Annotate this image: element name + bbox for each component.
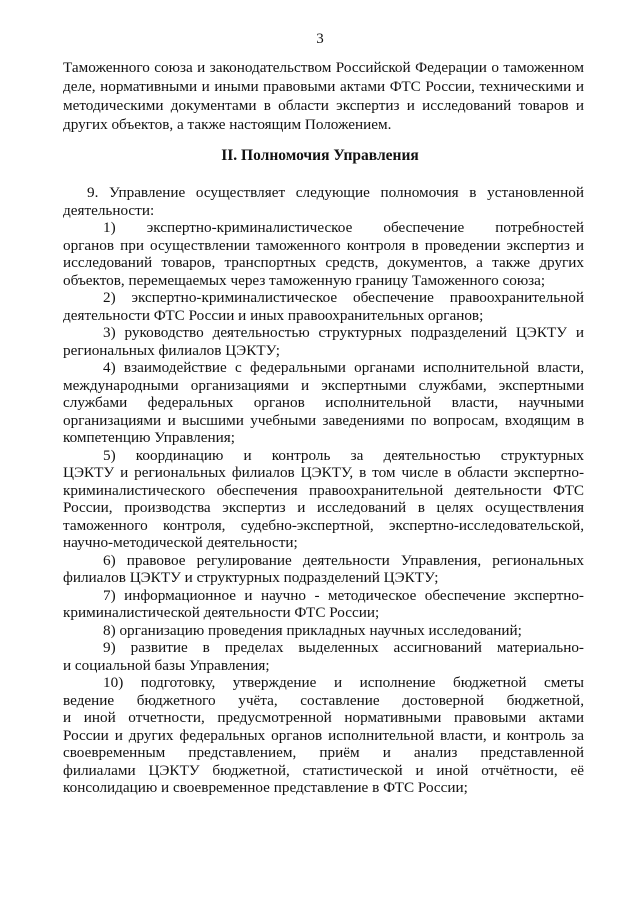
list-item (63, 184, 584, 219)
text-line: криминалистической деятельности ФТС России; (63, 604, 380, 621)
text-line: деле, нормативными и иными правовыми актами ФТС России, техническими и (63, 78, 584, 95)
text-line: исследований товаров, транспортных средств, документов, а также других (63, 254, 584, 271)
list-item (63, 219, 584, 289)
list-item (63, 552, 584, 587)
list-item (63, 639, 584, 674)
text-line: службами федеральных органов исполнительной власти, научными (63, 394, 584, 411)
text-line: России, производства экспертиз и исследований в целях осуществления (63, 499, 584, 516)
text-line: деятельности: (63, 201, 155, 219)
text-line: 4) взаимодействие с федеральными органами исполнительной власти, (103, 359, 584, 376)
text-line: 9. Управление осуществляет следующие полномочия в установленной (87, 184, 584, 201)
text-line: 9) развитие в пределах выделенных ассигнований материально- (103, 639, 584, 656)
text-line: 3) руководство деятельностью структурных подразделений ЦЭКТУ и (103, 324, 584, 341)
text-line: региональных филиалов ЦЭКТУ; (63, 341, 281, 359)
text-line: криминалистического обеспечения правоохранительной деятельности ФТС (63, 481, 584, 499)
text-line: 6) правовое регулирование деятельности Управления, региональных (103, 551, 584, 569)
list-item (63, 587, 584, 622)
text-line: 10) подготовку, утверждение и исполнение бюджетной сметы (103, 674, 584, 691)
text-line: и иной отчетности, предусмотренной нормативными правовыми актами (63, 709, 584, 726)
text-line: филиалами ЦЭКТУ бюджетной, статистической и иной отчётности, её (63, 761, 584, 779)
list-item (63, 622, 584, 640)
text-line: России и других федеральных органов исполнительной власти, и контроль за (63, 726, 584, 744)
text-line: международными организациями и экспертными службами, экспертными (63, 376, 584, 394)
text-line: таможенного контроля, судебно-экспертной, экспертно-исследовательской, (63, 516, 584, 534)
text-line: филиалов ЦЭКТУ и структурных подразделений ЦЭКТУ; (63, 569, 439, 586)
text-line: 2) экспертно-криминалистическое обеспечение правоохранительной (103, 289, 584, 306)
list-item (63, 289, 584, 324)
text-line: 8) организацию проведения прикладных научных исследований; (103, 621, 522, 639)
list-item (63, 324, 584, 359)
text-line: деятельности ФТС России и иных правоохранительных органов; (63, 306, 484, 324)
intro-paragraph (63, 58, 584, 134)
text-line: других объектов, а также настоящим Положением. (63, 116, 392, 133)
text-line: ЦЭКТУ и региональных филиалов ЦЭКТУ, в том числе в области экспертно- (63, 464, 584, 481)
text-line: 1) экспертно-криминалистическое обеспечение потребностей (103, 219, 584, 236)
list-item (63, 447, 584, 552)
text-line: своевременным представлением, приём и анализ представленной (63, 744, 584, 761)
list-item (63, 674, 584, 797)
text-line: 5) координацию и контроль за деятельностью структурных (103, 446, 584, 464)
text-line: ведение бюджетного учёта, составление достоверной бюджетной, (63, 691, 584, 709)
text-line: организациями и высшими учебными заведениями по вопросам, входящим в (63, 411, 584, 429)
text-line: 7) информационное и научно - методическое обеспечение экспертно- (103, 586, 584, 604)
list-item (63, 359, 584, 447)
text-line: методическими документами в области экспертиз и исследований товаров и (63, 97, 584, 114)
text-line: компетенцию Управления; (63, 429, 235, 446)
text-line: Таможенного союза и законодательством Российской Федерации о таможенном (63, 59, 584, 76)
powers-list (63, 184, 584, 797)
text-line: объектов, перемещаемых через таможенную границу Таможенного союза; (63, 271, 546, 289)
text-line: органов при осуществлении таможенного контроля в проведении экспертиз и (63, 236, 584, 254)
page-number: 3 (316, 31, 324, 47)
text-line: научно-методической деятельности; (63, 534, 298, 551)
section-heading: II. Полномочия Управления (221, 147, 419, 164)
text-line: и социальной базы Управления; (63, 656, 270, 674)
text-line: консолидацию и своевременное представление в ФТС России; (63, 779, 468, 796)
